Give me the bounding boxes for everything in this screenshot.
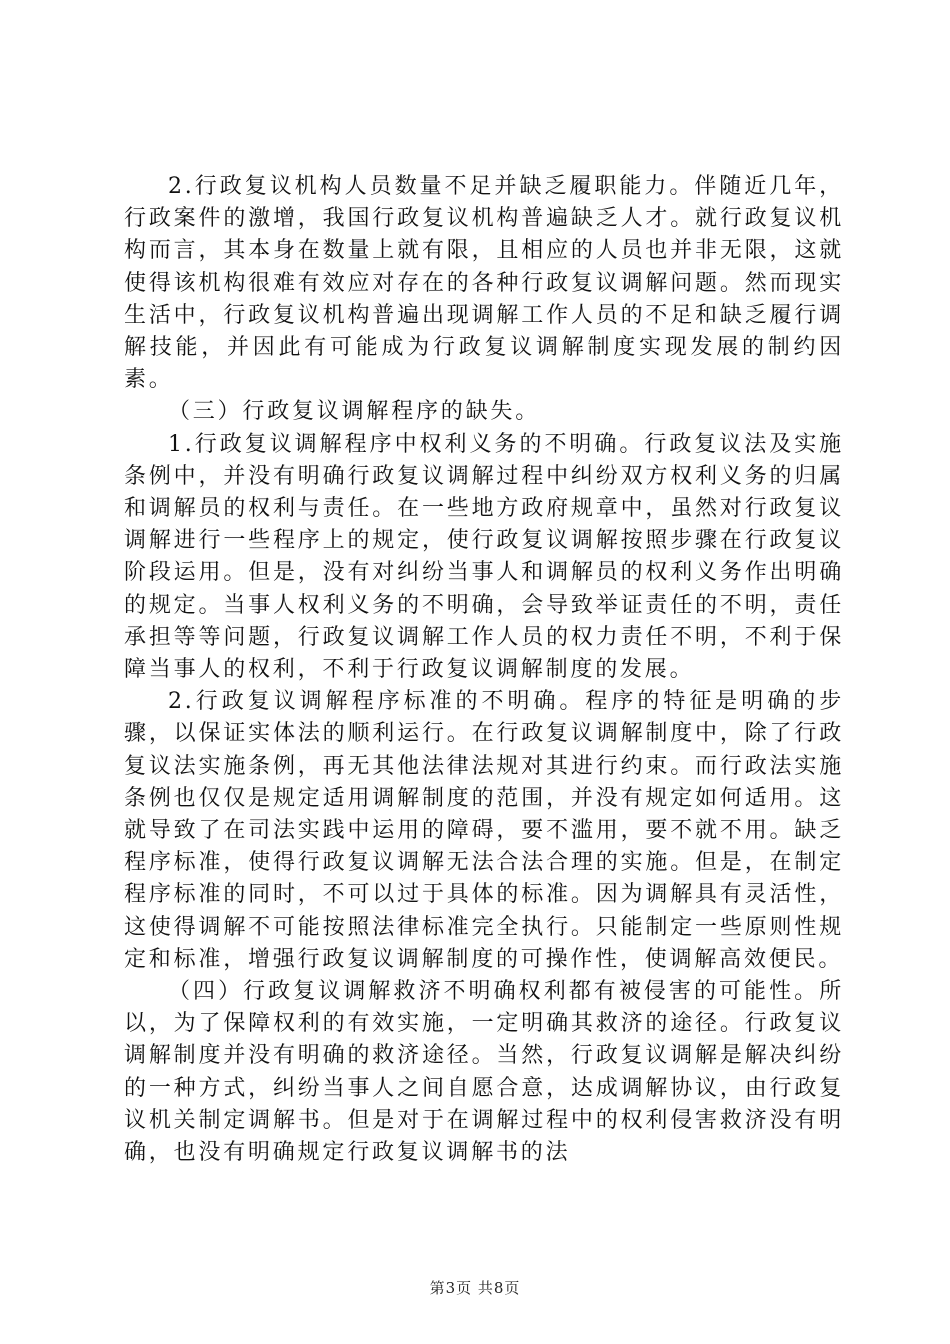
paragraph-rights-obligations: 1.行政复议调解程序中权利义务的不明确。行政复议法及实施条例中，并没有明确行政复议调解过程中纠纷双方权利义务的归属和调解员的权利与责任。在一些地方政府规章中，虽然对行政复议调解进行一些程序上的规定，使行政复议调解按照步骤在行政复议阶段运用。但是，没有对纠纷当事人和调解员的权利义务作出明确的规定。当事人权利义务的不明确，会导致举证责任的不明，责任承担等等问题，行政复议调解工作人员的权力责任不明，不利于保障当事人的权利，不利于行政复议调解制度的发展。 [124,431,844,683]
page-number-label: 第3页 共8页 [429,1279,521,1297]
paragraph-procedure-standards: 2.行政复议调解程序标准的不明确。程序的特征是明确的步骤，以保证实体法的顺利运行。在行政复议调解制度中，除了行政复议法实施条例，再无其他法律法规对其进行约束。而行政法实施条例也仅仅是规定适用调解制度的范围，并没有规定如何适用。这就导致了在司法实践中运用的障碍，要不滥用，要不就不用。缺乏程序标准，使得行政复议调解无法合法合理的实施。但是，在制定程序标准的同时，不可以过于具体的标准。因为调解具有灵活性，这使得调解不可能按照法律标准完全执行。只能制定一些原则性规定和标准，增强行政复议调解制度的可操作性，使调解高效便民。 [124,689,844,972]
paragraph-remedy-unclear: （四）行政复议调解救济不明确权利都有被侵害的可能性。所以，为了保障权利的有效实施，一定明确其救济的途径。行政复议调解制度并没有明确的救济途径。当然，行政复议调解是解决纠纷的一种方式，纠纷当事人之间自愿合意，达成调解协议，由行政复议机关制定调解书。但是对于在调解过程中的权利侵害救济没有明确，也没有明确规定行政复议调解书的法 [124,979,844,1166]
document-body [124,171,844,1169]
paragraph-staffing-shortage: 2.行政复议机构人员数量不足并缺乏履职能力。伴随近几年，行政案件的激增，我国行政复议机构普遍缺乏人才。就行政复议机构而言，其本身在数量上就有限，且相应的人员也并非无限，这就使得该机构很难有效应对存在的各种行政复议调解问题。然而现实生活中，行政复议机构普遍出现调解工作人员的不足和缺乏履行调解技能，并因此有可能成为行政复议调解制度实现发展的制约因素。 [124,174,844,393]
section-heading-procedure-deficiency: （三）行政复议调解程序的缺失。 [168,399,541,425]
page-footer [0,1277,950,1298]
